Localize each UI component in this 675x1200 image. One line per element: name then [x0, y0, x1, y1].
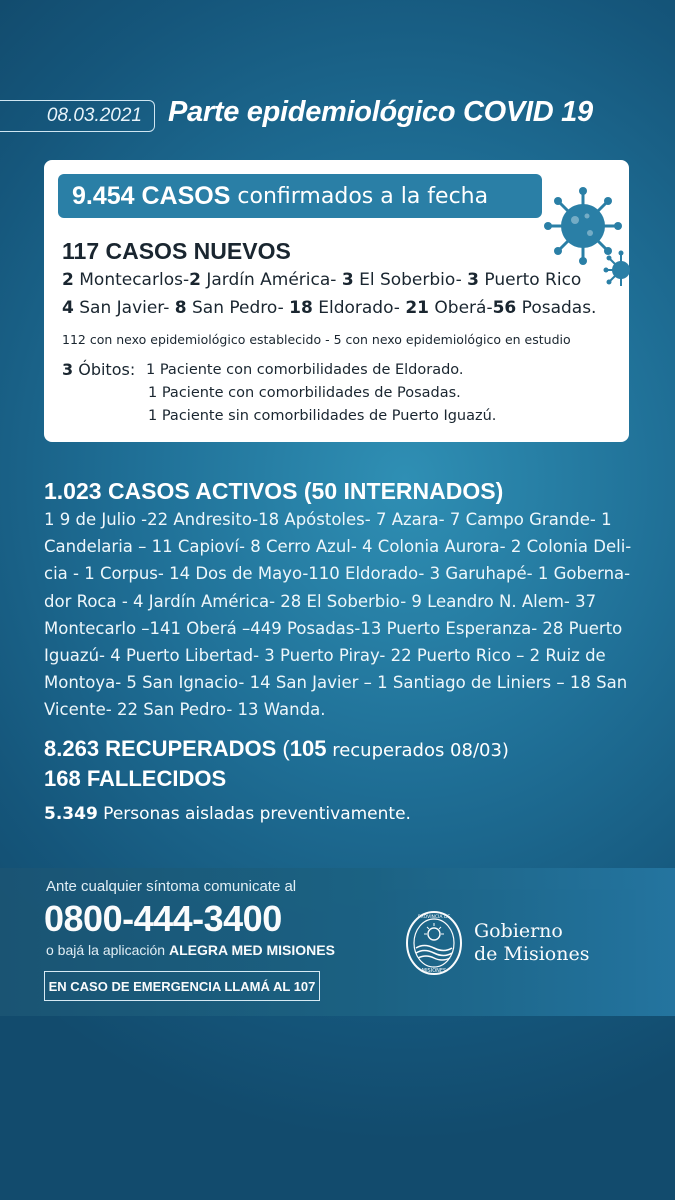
active-cases-line: Montoya- 5 San Ignacio- 14 San Javier – 1 Santiago de Liniers – 18 San	[44, 673, 628, 693]
obito-item: 1 Paciente con comorbilidades de Posadas.	[148, 385, 461, 401]
active-cases-line: Candelaria – 11 Capioví- 8 Cerro Azul- 4 Colonia Aurora- 2 Colonia Deli-	[44, 537, 632, 557]
case-count: 56	[492, 298, 517, 318]
case-count: 3	[341, 270, 354, 290]
active-cases-line: Montecarlo –141 Oberá –449 Posadas-13 Puerto Esperanza- 28 Puerto	[44, 618, 623, 638]
isolated-number: 5.349	[44, 804, 98, 824]
gobierno-misiones-logo-text	[474, 920, 589, 966]
gobierno-misiones-seal-icon	[404, 910, 464, 976]
case-count: 3	[467, 270, 479, 290]
obito-item: 1 Paciente con comorbilidades de Eldorado.	[146, 362, 464, 378]
contact-intro: Ante cualquier síntoma comunicate al	[46, 878, 297, 895]
app-promo	[46, 942, 335, 958]
emergency-notice: EN CASO DE EMERGENCIA LLAMÁ AL 107	[44, 971, 320, 1001]
case-location: San Pedro-	[186, 298, 290, 318]
case-location: San Javier-	[73, 298, 175, 318]
isolated-text: Personas aisladas preventivamente.	[97, 804, 411, 824]
footer-banner	[0, 868, 675, 1016]
new-cases-title: 117 CASOS NUEVOS	[62, 238, 291, 264]
case-count: 4	[62, 298, 74, 318]
header	[0, 96, 675, 136]
total-cases-label: confirmados a la fecha	[237, 183, 489, 209]
case-count: 18	[289, 298, 313, 318]
deceased-total: 168 FALLECIDOS	[44, 766, 227, 791]
obitos-label	[62, 360, 135, 379]
case-location: Oberá-	[429, 298, 493, 318]
isolated-summary	[44, 804, 411, 824]
hotline-phone[interactable]: 0800-444-3400	[44, 898, 282, 939]
report-date: 08.03.2021	[0, 100, 155, 132]
case-location: Jardín América-	[200, 270, 342, 290]
summary-card	[44, 160, 629, 442]
case-location: Puerto Rico	[479, 270, 582, 290]
case-count: 2	[62, 270, 74, 290]
new-cases-line-1	[62, 270, 581, 290]
active-cases-line: Iguazú- 4 Puerto Libertad- 3 Puerto Piray- 22 Puerto Rico – 2 Ruiz de	[44, 646, 606, 666]
active-cases-line: dor Roca - 4 Jardín América- 28 El Soberbio- 9 Leandro N. Alem- 37	[44, 591, 597, 611]
page-title: Parte epidemiológico COVID 19	[168, 96, 593, 128]
recovered-total: 8.263 RECUPERADOS	[44, 736, 277, 761]
gov-name-line-1: Gobierno	[474, 920, 563, 942]
app-promo-text: o bajá la aplicación	[46, 942, 169, 958]
case-count: 2	[189, 270, 201, 290]
active-cases-title: 1.023 CASOS ACTIVOS (50 INTERNADOS)	[44, 478, 504, 504]
seal-top-text: PROVINCIA DE	[417, 915, 451, 920]
app-name: ALEGRA MED MISIONES	[168, 942, 335, 958]
active-cases-list	[44, 506, 644, 724]
recovered-summary	[44, 736, 509, 762]
gov-name-line-2: de Misiones	[474, 943, 590, 965]
recovered-daily-text: recuperados 08/03)	[326, 740, 509, 761]
obito-item: 1 Paciente sin comorbilidades de Puerto Iguazú.	[148, 408, 497, 424]
case-count: 8	[174, 298, 187, 318]
case-location: Montecarlos-	[73, 270, 190, 290]
case-count: 21	[405, 298, 430, 318]
obitos-text: Óbitos:	[73, 360, 136, 379]
recovered-open: (	[276, 736, 290, 761]
recovered-daily-number: 105	[289, 736, 327, 761]
active-cases-line: 1 9 de Julio -22 Andresito-18 Apóstoles- 7 Azara- 7 Campo Grande- 1	[44, 510, 612, 529]
new-cases-line-2	[62, 298, 596, 318]
active-cases-line: Vicente- 22 San Pedro- 13 Wanda.	[44, 700, 326, 720]
active-cases-line: cia - 1 Corpus- 14 Dos de Mayo-110 Eldorado- 3 Garuhapé- 1 Goberna-	[44, 564, 631, 584]
case-location: Eldorado-	[312, 298, 406, 318]
nexo-epidemiologico: 112 con nexo epidemiológico establecido - 5 con nexo epidemiológico en estudio	[62, 332, 571, 347]
case-location: Posadas.	[516, 298, 597, 318]
total-cases-bar	[58, 174, 542, 218]
seal-bottom-text: MISIONES	[421, 968, 447, 974]
case-location: El Soberbio-	[353, 270, 468, 290]
total-cases-number: 9.454 CASOS	[72, 181, 231, 210]
obitos-count: 3	[62, 360, 74, 379]
